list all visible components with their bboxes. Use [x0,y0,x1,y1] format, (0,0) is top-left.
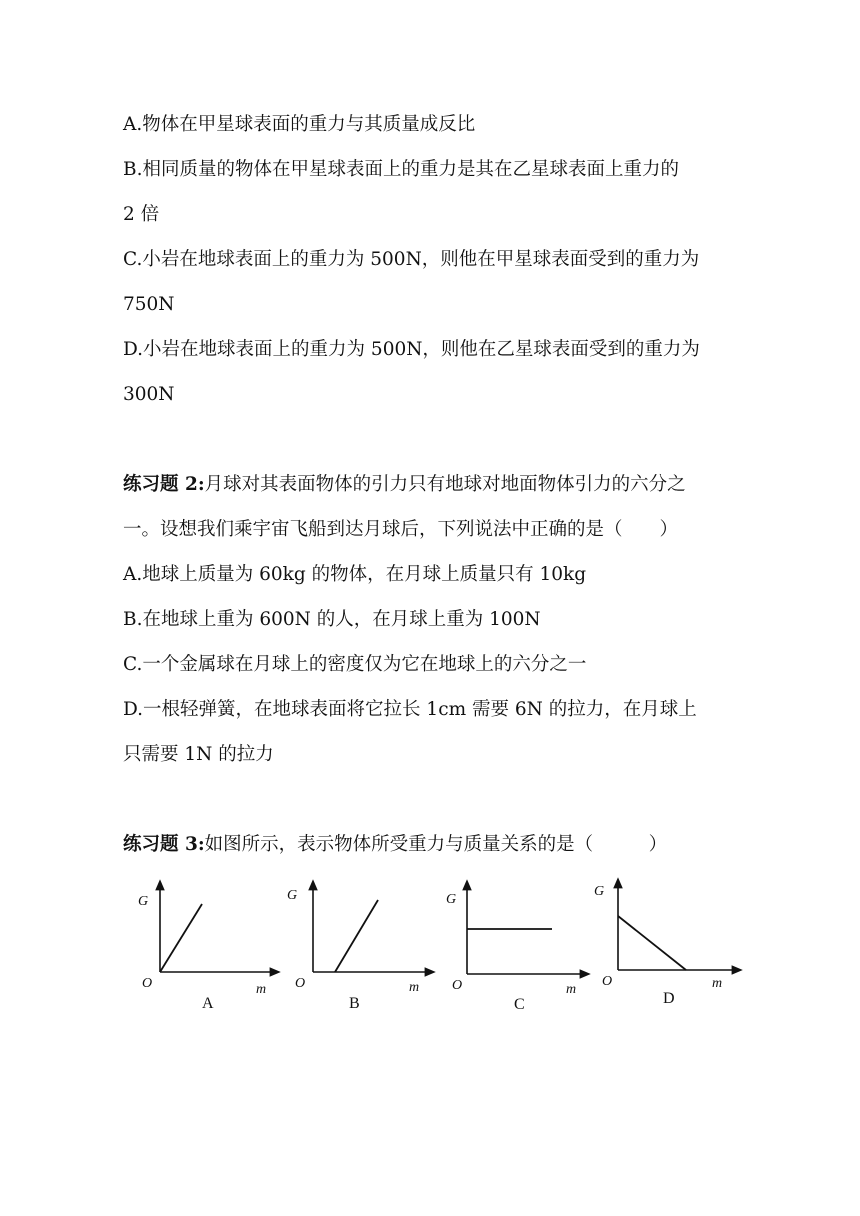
q2-option-a: A.地球上质量为 60kg 的物体，在月球上质量只有 10kg [123,564,587,585]
graph-b-y-label: G [287,888,298,903]
graph-c-x-label: m [566,982,577,997]
q2-stem-line2: 一。设想我们乘宇宙飞船到达月球后，下列说法中正确的是（ ） [123,519,679,540]
graph-a [130,878,280,1018]
graph-a-x-label: m [256,982,267,997]
graph-d-caption: D [663,990,675,1007]
graph-b-plot [285,878,435,1018]
graph-b-x-label: m [409,980,420,995]
graph-b-caption: B [349,995,360,1012]
q3-stem [123,833,667,857]
q1-option-a: A.物体在甲星球表面的重力与其质量成反比 [123,114,476,135]
graph-d [592,878,742,1018]
graph-c-caption: C [514,996,525,1013]
graph-a-y-label: G [138,894,149,909]
graph-b [285,878,435,1018]
q2-option-d-cont: 只需要 1N 的拉力 [123,744,274,765]
graph-c [440,878,590,1018]
graph-c-y-label: G [446,892,457,907]
q2-option-b: B.在地球上重为 600N 的人，在月球上重为 100N [123,609,541,630]
graph-d-x-label: m [712,976,723,991]
q1-option-b: B.相同质量的物体在甲星球表面上的重力是其在乙星球表面上重力的 [123,159,679,180]
q2-option-c: C.一个金属球在月球上的密度仅为它在地球上的六分之一 [123,654,587,675]
graph-b-origin: O [295,976,306,991]
graph-d-line [618,916,686,970]
graph-c-origin: O [452,978,463,993]
q1-option-b-cont: 2 倍 [123,204,160,225]
q2-option-d: D.一根轻弹簧，在地球表面将它拉长 1cm 需要 6N 的拉力，在月球上 [123,699,697,720]
q1-option-c: C.小岩在地球表面上的重力为 500N，则他在甲星球表面受到的重力为 [123,249,700,270]
q3-stem-text: 如图所示，表示物体所受重力与质量关系的是（ ） [204,834,668,855]
graph-a-caption: A [202,995,214,1012]
q2-stem-line1 [123,473,686,497]
graph-d-origin: O [602,974,613,989]
q1-option-d: D.小岩在地球表面上的重力为 500N，则他在乙星球表面受到的重力为 [123,339,700,360]
q1-option-c-cont: 750N [123,294,175,315]
graph-d-y-label: G [594,884,605,899]
q2-title: 练习题 2: [123,474,205,495]
q2-stem-text: 月球对其表面物体的引力只有地球对地面物体引力的六分之 [204,474,686,495]
q3-title: 练习题 3: [123,834,205,855]
graph-a-line [160,904,202,972]
graph-b-line [335,900,378,972]
graph-a-origin: O [142,976,153,991]
q1-option-d-cont: 300N [123,384,175,405]
